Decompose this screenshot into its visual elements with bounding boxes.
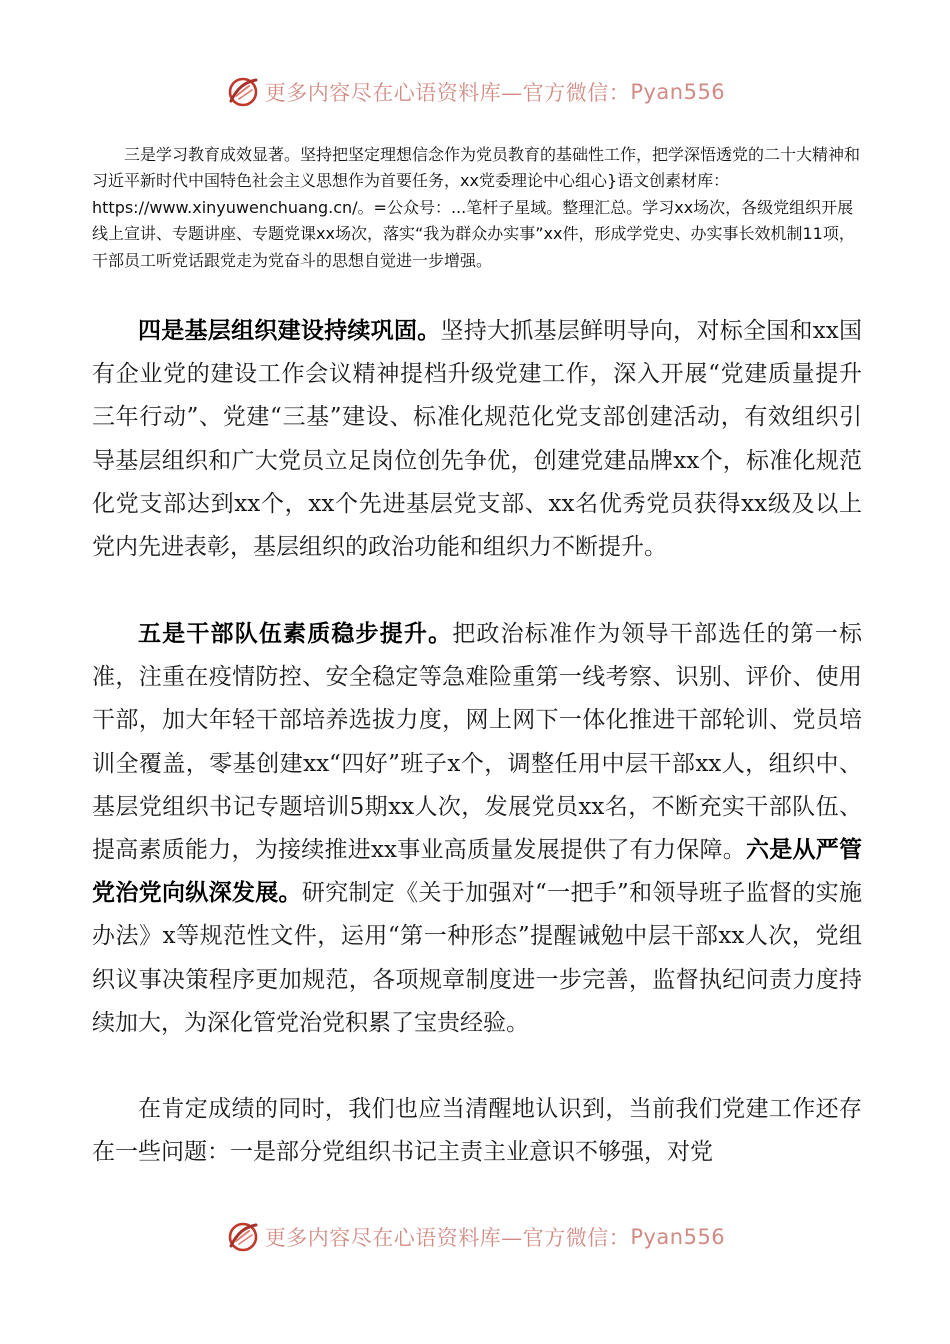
paragraph-cadre-quality (92, 613, 862, 1045)
banner-wechat-handle: Pyan556 (630, 1225, 726, 1249)
heading-cadre-quality: 五是干部队伍素质稳步提升。 (138, 621, 453, 647)
header-banner (0, 72, 950, 112)
banner-wechat-handle: Pyan556 (630, 80, 726, 104)
banner-text: 更多内容尽在心语资料库—官方微信： (264, 1226, 631, 1250)
paragraph-strict-governance-body: 研究制定《关于加强对“一把手”和领导班子监督的实施办法》x等规范性文件，运用“第一种形态”提醒诫勉中层干部xx人次，党组织议事决策程序更加规范，各项规章制度进一步完善，监督执纪问责力度持续加大，为深化管党治党积累了宝贵经验。 (92, 880, 862, 1036)
brand-logo-icon (225, 74, 261, 110)
heading-strict-governance: 六是从严管党治党向纵深发展。 (92, 837, 862, 907)
brand-logo-icon (225, 1219, 261, 1255)
banner-text: 更多内容尽在心语资料库—官方微信： (264, 81, 631, 105)
paragraph-study-education: 三是学习教育成效显著。坚持把坚定理想信念作为党员教育的基础性工作，把学深悟透党的二十大精神和习近平新时代中国特色社会主义思想作为首要任务，xx党委理论中心组心}语文创素材库：https://www.xinyuwenchuang.cn/。=公众号：...笔杆子星域。整理汇总。学习xx场次，各级党组织开展线上宣讲、专题讲座、专题党课xx场次，落实“我为群众办实事”xx件，形成学党史、办实事长效机制11项，干部员工听党话跟党走为党奋斗的思想自觉进一步增强。 (92, 145, 861, 270)
heading-grassroots-organization: 四是基层组织建设持续巩固。 (138, 318, 441, 344)
paragraph-grassroots-organization (92, 310, 862, 569)
paragraph-problems: 在肯定成绩的同时，我们也应当清醒地认识到，当前我们党建工作还存在一些问题：一是部分党组织书记主责主业意识不够强，对党 (92, 1096, 862, 1166)
paragraph-grassroots-body: 坚持大抓基层鲜明导向，对标全国和xx国有企业党的建设工作会议精神提档升级党建工作，深入开展“党建质量提升三年行动”、党建“三基”建设、标准化规范化党支部创建活动，有效组织引导基层组织和广大党员立足岗位创先争优，创建党建品牌xx个，标准化规范化党支部达到xx个，xx个先进基层党支部、xx名优秀党员获得xx级及以上党内先进表彰，基层组织的政治功能和组织力不断提升。 (92, 318, 863, 561)
footer-banner (0, 1217, 950, 1257)
paragraph-cadre-body: 把政治标准作为领导干部选任的第一标准，注重在疫情防控、安全稳定等急难险重第一线考察、识别、评价、使用干部，加大年轻干部培养选拔力度，网上网下一体化推进干部轮训、党员培训全覆盖，零基创建xx“四好”班子x个，调整任用中层干部xx人，组织中、基层党组织书记专题培训5期xx人次，发展党员xx名，不断充实干部队伍、提高素质能力，为接续推进xx事业高质量发展提供了有力保障。 (92, 621, 863, 864)
